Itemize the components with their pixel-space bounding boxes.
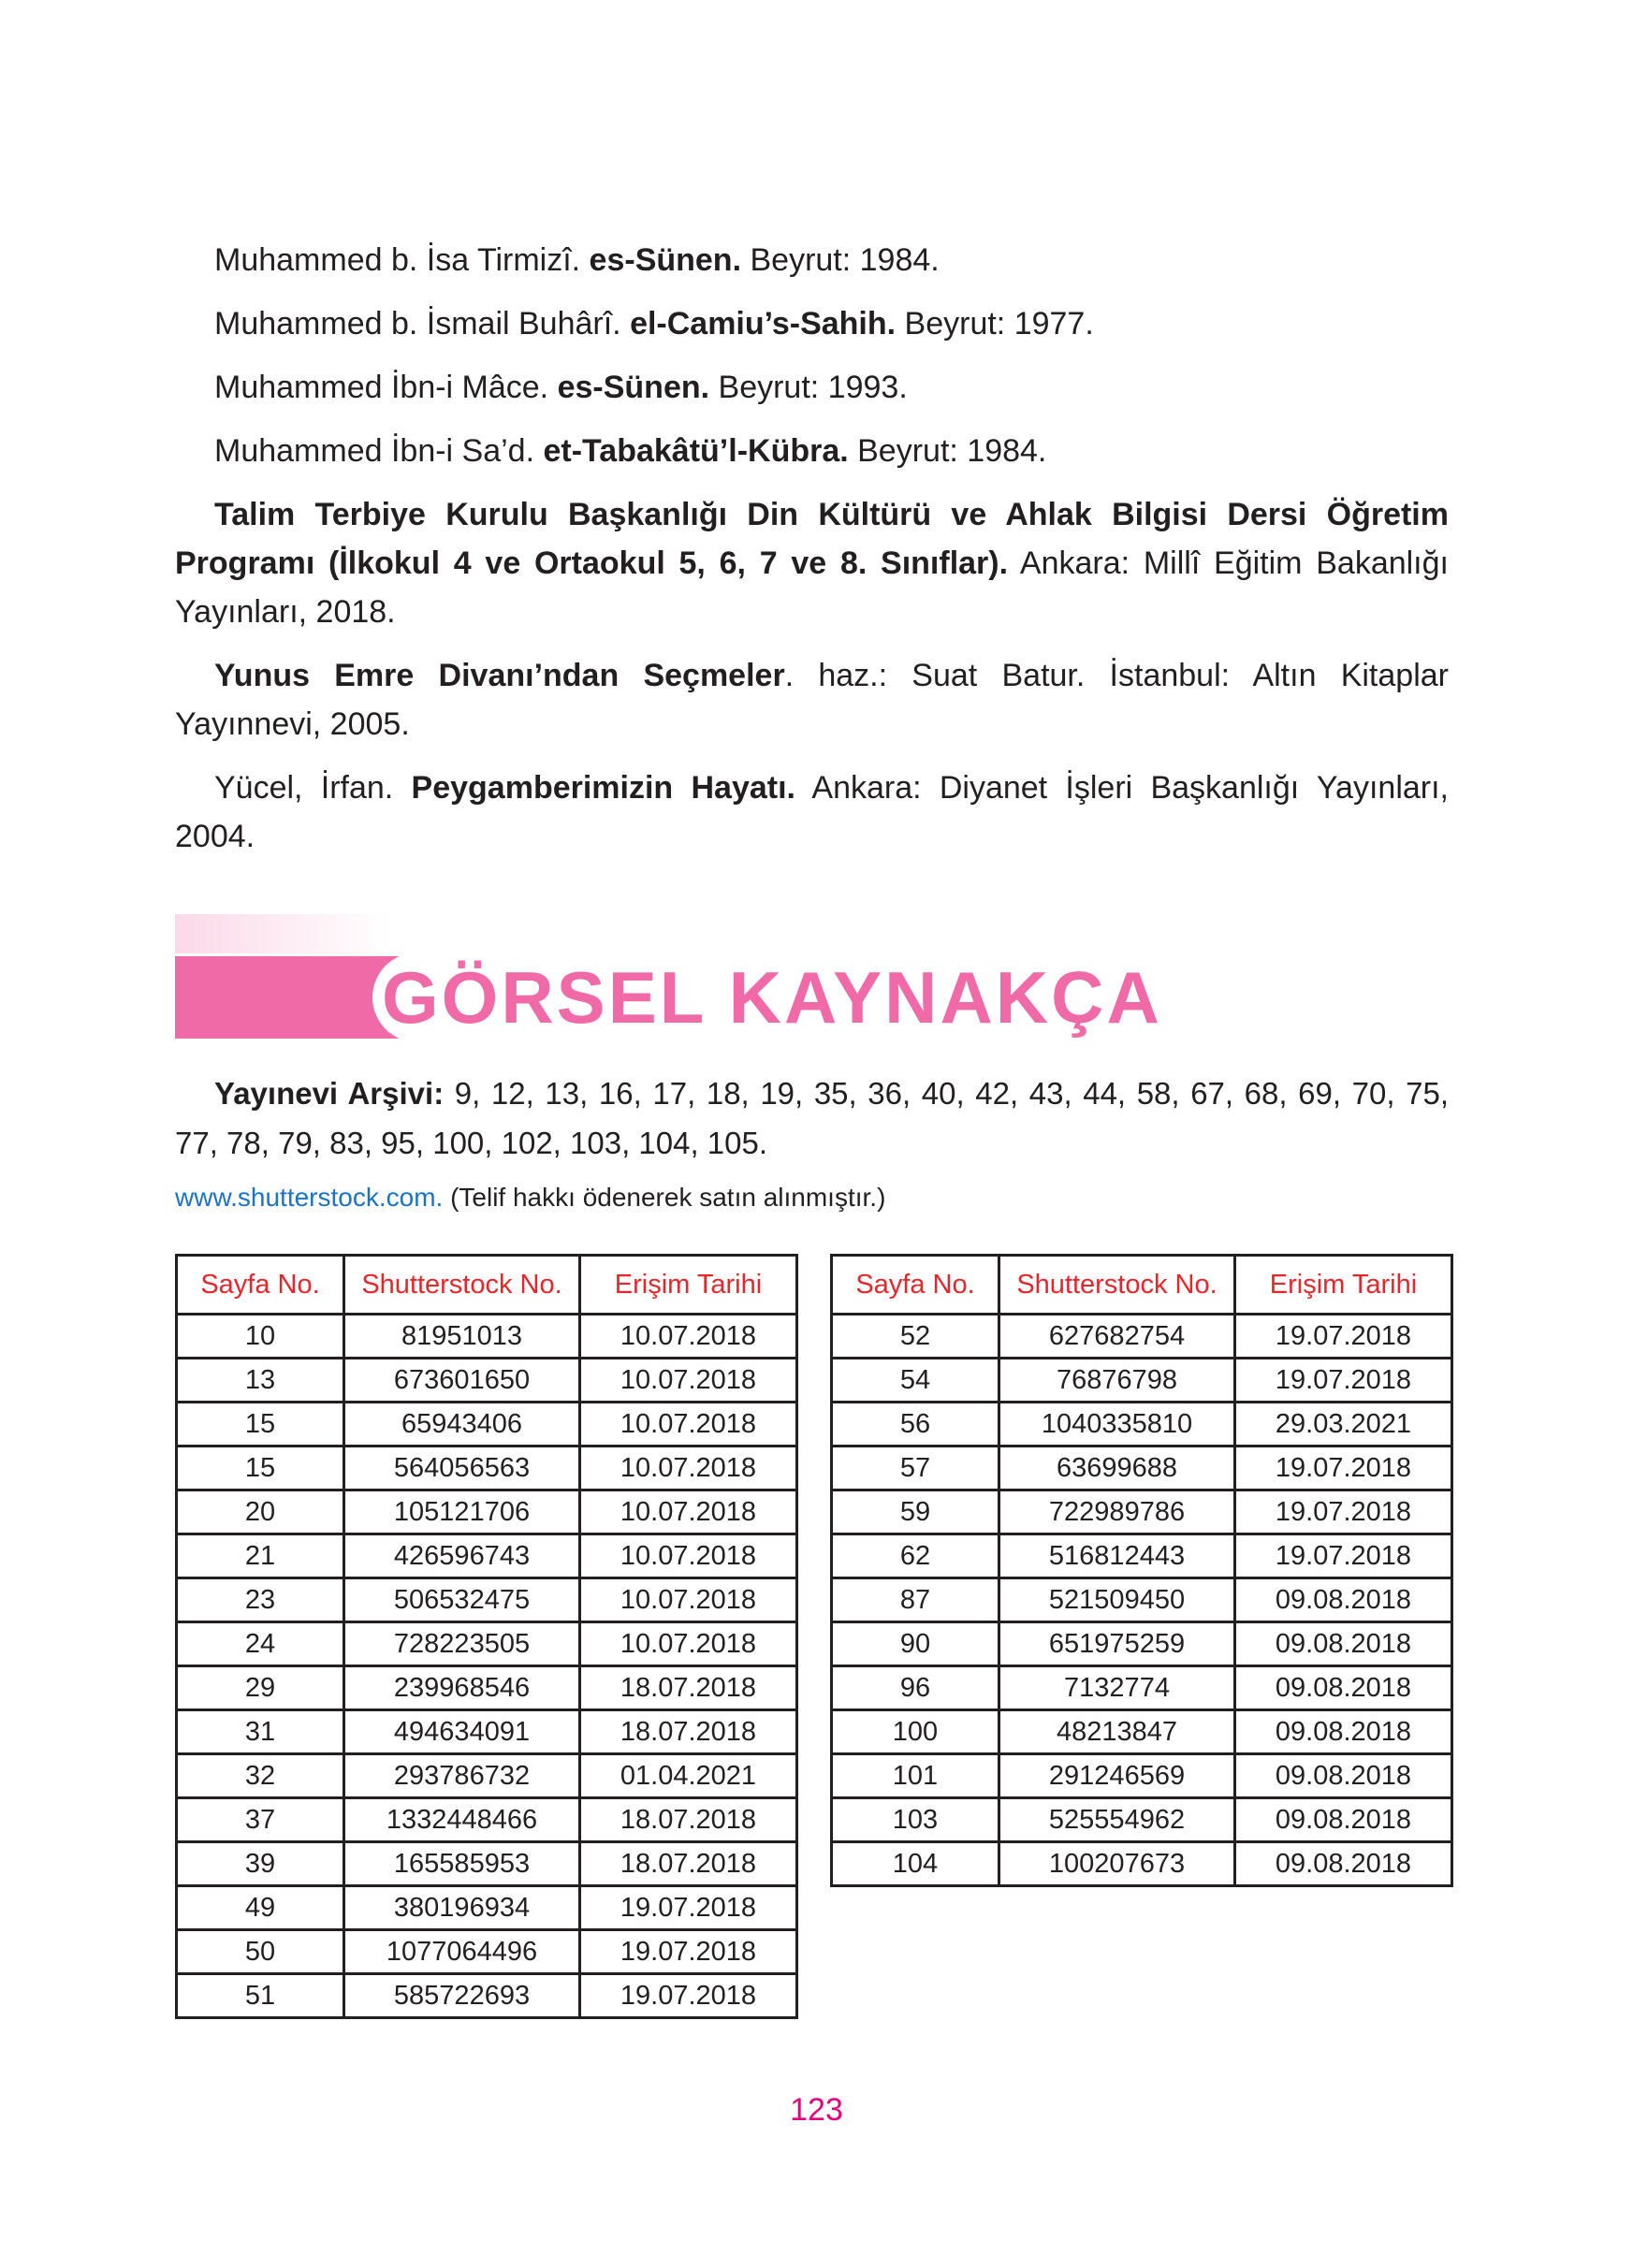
reference-pre: Muhammed İbn-i Mâce.: [214, 370, 558, 405]
table-row: [177, 1447, 797, 1490]
table-row: [832, 1842, 1452, 1886]
page-number-cell: 87: [832, 1578, 999, 1622]
reference-title: es-Sünen.: [589, 242, 742, 278]
access-date-cell: 29.03.2021: [1235, 1403, 1452, 1447]
access-date-cell: 01.04.2021: [580, 1754, 797, 1798]
heading-decoration-fade: [175, 914, 390, 953]
access-date-cell: 18.07.2018: [580, 1798, 797, 1842]
page-number-cell: 20: [177, 1490, 344, 1534]
table-row: [177, 1534, 797, 1578]
table-header-row: [177, 1256, 797, 1315]
page-number-cell: 37: [177, 1798, 344, 1842]
reference-post: . haz.: Suat Batur. İstanbul: Altın Kitaplar Yayınnevi, 2005.: [175, 658, 1449, 742]
reference-post: Ankara: Millî Eğitim Bakanlığı Yayınları, 2018.: [175, 545, 1449, 630]
page-number-cell: 104: [832, 1842, 999, 1886]
reference-pre: Muhammed b. İsa Tirmizî.: [214, 242, 590, 278]
table-row: [832, 1666, 1452, 1710]
page-number-cell: 57: [832, 1447, 999, 1490]
bibliography-list: [175, 236, 1449, 876]
reference-title: Yunus Emre Divanı’ndan Seçmeler: [214, 658, 785, 693]
access-date-cell: 10.07.2018: [580, 1490, 797, 1534]
shutterstock-number-cell: 506532475: [344, 1578, 580, 1622]
shutterstock-number-cell: 673601650: [344, 1359, 580, 1403]
access-date-cell: 18.07.2018: [580, 1666, 797, 1710]
shutterstock-number-cell: 627682754: [999, 1315, 1235, 1359]
shutterstock-number-cell: 291246569: [999, 1754, 1235, 1798]
shutterstock-number-cell: 722989786: [999, 1490, 1235, 1534]
reference-post: Ankara: Diyanet İşleri Başkanlığı Yayınları, 2004.: [175, 770, 1449, 854]
shutterstock-number-cell: 7132774: [999, 1666, 1235, 1710]
page-number-cell: 90: [832, 1622, 999, 1666]
table-header-row: [832, 1256, 1452, 1315]
shutterstock-number-cell: 63699688: [999, 1447, 1235, 1490]
shutterstock-number-cell: 516812443: [999, 1534, 1235, 1578]
shutterstock-number-cell: 651975259: [999, 1622, 1235, 1666]
page-number-cell: 49: [177, 1886, 344, 1930]
page-number-cell: 15: [177, 1447, 344, 1490]
page-number-cell: 10: [177, 1315, 344, 1359]
shutterstock-number-cell: 728223505: [344, 1622, 580, 1666]
shutterstock-number-cell: 100207673: [999, 1842, 1235, 1886]
table-row: [832, 1622, 1452, 1666]
access-date-cell: 10.07.2018: [580, 1578, 797, 1622]
access-date-cell: 18.07.2018: [580, 1842, 797, 1886]
access-date-cell: 19.07.2018: [580, 1930, 797, 1974]
shutterstock-number-cell: 81951013: [344, 1315, 580, 1359]
shutterstock-number-cell: 165585953: [344, 1842, 580, 1886]
table-row: [177, 1842, 797, 1886]
reference-title: Peygamberimizin Hayatı.: [411, 770, 795, 806]
table-row: [177, 1315, 797, 1359]
reference-entry: [175, 763, 1449, 861]
access-date-cell: 09.08.2018: [1235, 1622, 1452, 1666]
archive-label: Yayınevi Arşivi:: [214, 1076, 445, 1111]
reference-entry: [175, 363, 1449, 412]
table-row: [177, 1666, 797, 1710]
table-row: [177, 1754, 797, 1798]
reference-post: Beyrut: 1977.: [896, 306, 1094, 342]
shutterstock-number-cell: 76876798: [999, 1359, 1235, 1403]
page-number-cell: 15: [177, 1403, 344, 1447]
page-number: 123: [790, 2092, 843, 2128]
page-number-cell: 29: [177, 1666, 344, 1710]
page-number-cell: 50: [177, 1930, 344, 1974]
shutterstock-number-cell: 564056563: [344, 1447, 580, 1490]
access-date-cell: 10.07.2018: [580, 1403, 797, 1447]
access-date-cell: 09.08.2018: [1235, 1578, 1452, 1622]
reference-title: el-Camiu’s-Sahih.: [630, 306, 897, 342]
table-row: [832, 1403, 1452, 1447]
shutterstock-number-cell: 105121706: [344, 1490, 580, 1534]
page-number-cell: 13: [177, 1359, 344, 1403]
publisher-archive: [175, 1069, 1449, 1168]
column-header: Shutterstock No.: [344, 1256, 580, 1315]
reference-entry: [175, 651, 1449, 749]
reference-pre: Muhammed İbn-i Sa’d.: [214, 433, 544, 469]
page-number-cell: 59: [832, 1490, 999, 1534]
access-date-cell: 10.07.2018: [580, 1534, 797, 1578]
page-number-cell: 52: [832, 1315, 999, 1359]
access-date-cell: 10.07.2018: [580, 1315, 797, 1359]
shutterstock-number-cell: 48213847: [999, 1710, 1235, 1754]
section-heading: GÖRSEL KAYNAKÇA: [372, 952, 1170, 1042]
shutterstock-number-cell: 426596743: [344, 1534, 580, 1578]
page-number-cell: 96: [832, 1666, 999, 1710]
shutterstock-number-cell: 1077064496: [344, 1930, 580, 1974]
page-number-cell: 21: [177, 1534, 344, 1578]
access-date-cell: 09.08.2018: [1235, 1754, 1452, 1798]
reference-entry: [175, 490, 1449, 636]
table-row: [832, 1447, 1452, 1490]
column-header: Shutterstock No.: [999, 1256, 1235, 1315]
access-date-cell: 09.08.2018: [1235, 1666, 1452, 1710]
access-date-cell: 10.07.2018: [580, 1447, 797, 1490]
table-row: [177, 1710, 797, 1754]
page-number-cell: 56: [832, 1403, 999, 1447]
table-row: [832, 1578, 1452, 1622]
table-row: [832, 1534, 1452, 1578]
column-header: Sayfa No.: [177, 1256, 344, 1315]
shutterstock-number-cell: 585722693: [344, 1974, 580, 2018]
shutterstock-number-cell: 494634091: [344, 1710, 580, 1754]
access-date-cell: 19.07.2018: [1235, 1315, 1452, 1359]
reference-entry: [175, 299, 1449, 348]
table-row: [832, 1754, 1452, 1798]
shutterstock-number-cell: 239968546: [344, 1666, 580, 1710]
reference-pre: Muhammed b. İsmail Buhârî.: [214, 306, 631, 342]
page-number-cell: 24: [177, 1622, 344, 1666]
access-date-cell: 19.07.2018: [580, 1886, 797, 1930]
page-number-cell: 101: [832, 1754, 999, 1798]
reference-entry: [175, 427, 1449, 475]
source-note: [175, 1183, 885, 1213]
shutterstock-number-cell: 1040335810: [999, 1403, 1235, 1447]
column-header: Erişim Tarihi: [580, 1256, 797, 1315]
access-date-cell: 19.07.2018: [580, 1974, 797, 2018]
page-number-cell: 31: [177, 1710, 344, 1754]
reference-title: et-Tabakâtü’l-Kübra.: [543, 433, 849, 469]
access-date-cell: 09.08.2018: [1235, 1710, 1452, 1754]
reference-post: Beyrut: 1984.: [848, 433, 1047, 469]
table-row: [832, 1490, 1452, 1534]
page-number-cell: 23: [177, 1578, 344, 1622]
page-number-cell: 54: [832, 1359, 999, 1403]
access-date-cell: 19.07.2018: [1235, 1447, 1452, 1490]
reference-entry: [175, 236, 1449, 284]
page-number-cell: 103: [832, 1798, 999, 1842]
shutterstock-number-cell: 65943406: [344, 1403, 580, 1447]
table-row: [832, 1798, 1452, 1842]
reference-post: Beyrut: 1993.: [709, 370, 908, 405]
image-source-table-left: [175, 1254, 798, 2019]
reference-pre: Yücel, İrfan.: [214, 770, 412, 806]
table-row: [177, 1930, 797, 1974]
column-header: Erişim Tarihi: [1235, 1256, 1452, 1315]
shutterstock-number-cell: 521509450: [999, 1578, 1235, 1622]
table-row: [177, 1490, 797, 1534]
access-date-cell: 19.07.2018: [1235, 1359, 1452, 1403]
access-date-cell: 10.07.2018: [580, 1359, 797, 1403]
table-row: [177, 1359, 797, 1403]
shutterstock-number-cell: 293786732: [344, 1754, 580, 1798]
table-row: [832, 1710, 1452, 1754]
reference-title: Talim Terbiye Kurulu Başkanlığı Din Kültürü ve Ahlak Bilgisi Dersi Öğretim Programı (İlkokul 4 ve Ortaokul 5, 6, 7 ve 8. Sınıflar).: [175, 497, 1449, 581]
page-number-cell: 62: [832, 1534, 999, 1578]
access-date-cell: 19.07.2018: [1235, 1534, 1452, 1578]
access-date-cell: 10.07.2018: [580, 1622, 797, 1666]
table-row: [177, 1886, 797, 1930]
table-row: [832, 1359, 1452, 1403]
image-source-table-right: [830, 1254, 1453, 1887]
table-row: [832, 1315, 1452, 1359]
access-date-cell: 09.08.2018: [1235, 1798, 1452, 1842]
reference-title: es-Sünen.: [557, 370, 710, 405]
reference-post: Beyrut: 1984.: [741, 242, 940, 278]
source-note-text: (Telif hakkı ödenerek satın alınmıştır.): [443, 1183, 886, 1212]
shutterstock-number-cell: 1332448466: [344, 1798, 580, 1842]
page-number-cell: 39: [177, 1842, 344, 1886]
column-header: Sayfa No.: [832, 1256, 999, 1315]
access-date-cell: 19.07.2018: [1235, 1490, 1452, 1534]
table-row: [177, 1798, 797, 1842]
table-row: [177, 1403, 797, 1447]
table-row: [177, 1578, 797, 1622]
access-date-cell: 18.07.2018: [580, 1710, 797, 1754]
page-number-cell: 32: [177, 1754, 344, 1798]
table-row: [177, 1622, 797, 1666]
table-row: [177, 1974, 797, 2018]
archive-pages: 9, 12, 13, 16, 17, 18, 19, 35, 36, 40, 42, 43, 44, 58, 67, 68, 69, 70, 75, 77, 78, 79, 83, 95, 100, 102, 103, 104, 105.: [175, 1076, 1449, 1160]
shutterstock-number-cell: 380196934: [344, 1886, 580, 1930]
page-number-cell: 51: [177, 1974, 344, 2018]
page-number-cell: 100: [832, 1710, 999, 1754]
access-date-cell: 09.08.2018: [1235, 1842, 1452, 1886]
shutterstock-number-cell: 525554962: [999, 1798, 1235, 1842]
shutterstock-link[interactable]: www.shutterstock.com.: [175, 1183, 444, 1212]
